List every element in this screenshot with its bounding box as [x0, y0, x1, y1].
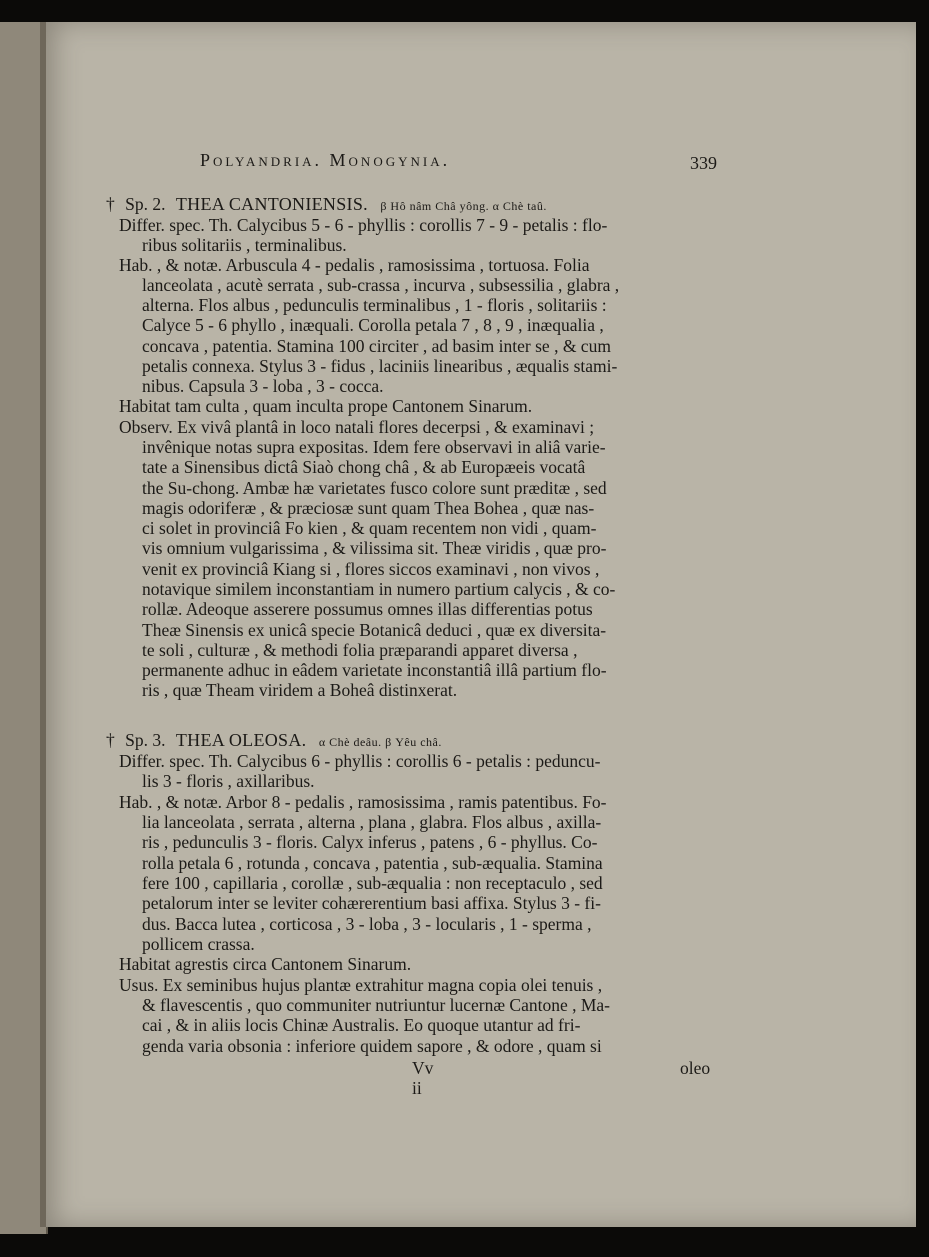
catchword: oleo	[680, 1058, 711, 1078]
text-line: te soli , culturæ , & methodi folia præparandi apparet diversa ,	[142, 640, 578, 660]
chinese-names: β Hô nâm Châ yông. α Chè taû.	[380, 199, 547, 213]
running-title: Polyandria. Monogynia.	[200, 150, 451, 170]
text-line: Habitat agrestis circa Cantonem Sinarum.	[119, 954, 412, 974]
text-line: rollæ. Adeoque asserere possumus omnes illas differentias potus	[142, 599, 593, 619]
text-line: ris , pedunculis 3 - floris. Calyx inferus , patens , 6 - phyllus. Co-	[142, 832, 598, 852]
text-line: Hab. , & notæ. Arbor 8 - pedalis , ramosissima , ramis patentibus. Fo-	[119, 792, 607, 812]
dagger-mark: †	[106, 730, 115, 750]
species-name: THEA CANTONIENSIS.	[175, 194, 368, 214]
text-line: invênique notas supra expositas. Idem fere observavi in aliâ varie-	[142, 437, 606, 457]
text-line: dus. Bacca lutea , corticosa , 3 - loba , 3 - locularis , 1 - sperma ,	[142, 914, 592, 934]
text-line: genda varia obsonia : inferiore quidem sapore , & odore , quam si	[142, 1036, 602, 1056]
dagger-mark: †	[106, 194, 115, 214]
species-name: THEA OLEOSA.	[175, 730, 307, 750]
text-line: pollicem crassa.	[142, 934, 255, 954]
text-line: Observ. Ex vivâ plantâ in loco natali flores decerpsi , & examinavi ;	[119, 417, 595, 437]
text-line: Differ. spec. Th. Calycibus 5 - 6 - phyllis : corollis 7 - 9 - petalis : flo-	[119, 215, 608, 235]
species-heading	[106, 730, 442, 752]
text-line: tate a Sinensibus dictâ Siaò chong châ , & ab Europæeis vocatâ	[142, 457, 586, 477]
page-gutter-shadow	[40, 22, 46, 1227]
text-line: lia lanceolata , serrata , alterna , plana , glabra. Flos albus , axilla-	[142, 812, 602, 832]
text-line: vis omnium vulgarissima , & vilissima sit. Theæ viridis , quæ pro-	[142, 538, 607, 558]
text-line: ribus solitariis , terminalibus.	[142, 235, 347, 255]
text-line: ci solet in provinciâ Fo kien , & quam recentem non vidi , quam-	[142, 518, 597, 538]
text-line: notavique similem inconstantiam in numero partium calycis , & co-	[142, 579, 616, 599]
species-heading	[106, 194, 547, 216]
text-line: Differ. spec. Th. Calycibus 6 - phyllis : corollis 6 - petalis : peduncu-	[119, 751, 601, 771]
text-line: venit ex provinciâ Kiang si , flores siccos examinavi , non vivos ,	[142, 559, 600, 579]
text-line: ris , quæ Theam viridem a Boheâ distinxerat.	[142, 680, 458, 700]
text-line: cai , & in aliis locis Chinæ Australis. Eo quoque utantur ad fri-	[142, 1015, 581, 1035]
text-line: Theæ Sinensis ex unicâ specie Botanicâ deduci , quæ ex diversita-	[142, 620, 607, 640]
text-line: alterna. Flos albus , pedunculis terminalibus , 1 - floris , solitariis :	[142, 295, 607, 315]
species-number: Sp. 2.	[125, 194, 166, 214]
text-line: lanceolata , acutè serrata , sub-crassa , incurva , subsessilia , glabra ,	[142, 275, 620, 295]
text-line: Calyce 5 - 6 phyllo , inæquali. Corolla petala 7 , 8 , 9 , inæqualia ,	[142, 315, 604, 335]
text-line: fere 100 , capillaria , corollæ , sub-æqualia : non receptaculo , sed	[142, 873, 603, 893]
text-line: nibus. Capsula 3 - loba , 3 - cocca.	[142, 376, 384, 396]
text-line: lis 3 - floris , axillaribus.	[142, 771, 315, 791]
text-line: petalis connexa. Stylus 3 - fidus , laciniis linearibus , æqualis stami-	[142, 356, 618, 376]
text-line: Usus. Ex seminibus hujus plantæ extrahitur magna copia olei tenuis ,	[119, 975, 603, 995]
text-line: concava , patentia. Stamina 100 circiter , ad basim inter se , & cum	[142, 336, 611, 356]
species-number: Sp. 3.	[125, 730, 166, 750]
text-line: Hab. , & notæ. Arbuscula 4 - pedalis , ramosissima , tortuosa. Folia	[119, 255, 590, 275]
signature-mark: Vv ii	[412, 1058, 434, 1099]
text-line: Habitat tam culta , quam inculta prope Cantonem Sinarum.	[119, 396, 533, 416]
text-line: rolla petala 6 , rotunda , concava , patentia , sub-æqualia. Stamina	[142, 853, 603, 873]
chinese-names: α Chè deâu. β Yêu châ.	[318, 735, 442, 749]
page-number: 339	[690, 153, 717, 173]
text-line: permanente adhuc in eâdem varietate inconstantiâ illâ partium flo-	[142, 660, 607, 680]
text-line: & flavescentis , quo communiter nutriuntur lucernæ Cantone , Ma-	[142, 995, 611, 1015]
text-line: magis odoriferæ , & præciosæ sunt quam Thea Bohea , quæ nas-	[142, 498, 595, 518]
text-line: petalorum inter se leviter cohærerentium basi affixa. Stylus 3 - fi-	[142, 893, 601, 913]
book-page	[40, 22, 916, 1227]
text-line: the Su-chong. Ambæ hæ varietates fusco colore sunt præditæ , sed	[142, 478, 607, 498]
